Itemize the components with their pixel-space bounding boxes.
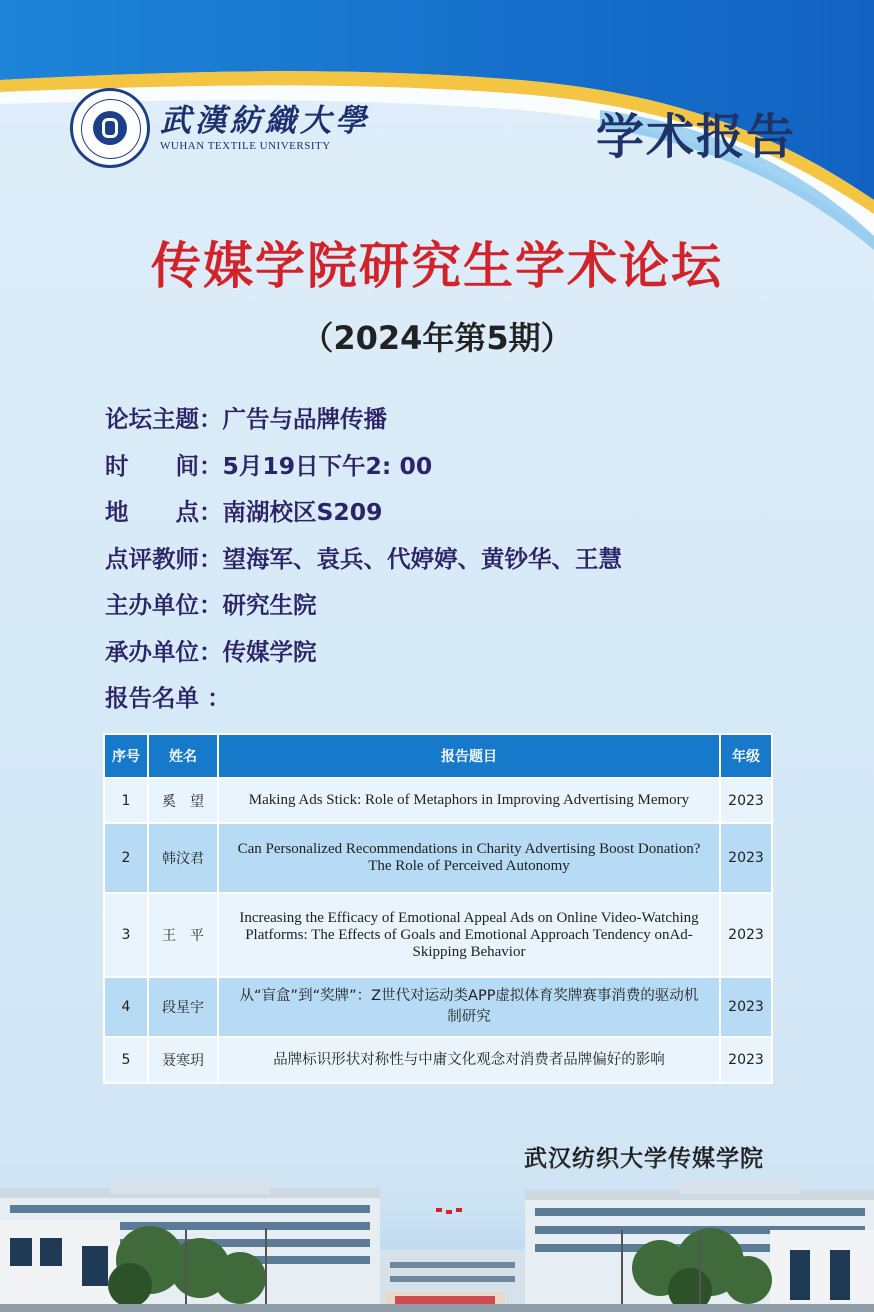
cell-grade: 2023 (720, 893, 772, 977)
university-seal-icon (70, 88, 150, 168)
info-row-organizer (105, 627, 622, 674)
cell-title: Increasing the Efficacy of Emotional Appeal Ads on Online Video-Watching Platforms: The Effects of Goals and Emotional Approach Tendency onAd-Skipping Behavior (218, 893, 720, 977)
info-row-topic (105, 394, 622, 441)
table-row (104, 778, 772, 823)
cell-no: 3 (104, 893, 148, 977)
university-name-en: WUHAN TEXTILE UNIVERSITY (160, 140, 331, 152)
info-value: 5月19日下午2: 00 (222, 451, 433, 480)
info-value: 研究生院 (222, 591, 317, 620)
cell-grade: 2023 (720, 977, 772, 1037)
cell-no: 1 (104, 778, 148, 823)
cell-title: 品牌标识形状对称性与中庸文化观念对消费者品牌偏好的影响 (218, 1037, 720, 1083)
cell-grade: 2023 (720, 823, 772, 893)
table-row (104, 1037, 772, 1083)
table-row (104, 823, 772, 893)
cell-no: 2 (104, 823, 148, 893)
column-header-name: 姓名 (148, 734, 218, 778)
column-header-title: 报告题目 (218, 734, 720, 778)
table-header-row (104, 734, 772, 778)
report-table (103, 733, 773, 1084)
cell-name: 段星宇 (148, 977, 218, 1037)
cell-grade: 2023 (720, 1037, 772, 1083)
cell-name: 奚 望 (148, 778, 218, 823)
info-value: 南湖校区S209 (222, 498, 383, 527)
info-row-reviewers (105, 534, 622, 581)
campus-scene (0, 1150, 874, 1312)
table-row (104, 893, 772, 977)
forum-title: 传媒学院研究生学术论坛 (151, 237, 723, 295)
info-label: 承办单位： (105, 637, 223, 666)
issue-number: （2024年第5期） (301, 319, 573, 357)
column-header-grade: 年级 (720, 734, 772, 778)
report-tag: 学术报告 (595, 109, 796, 165)
info-label: 主办单位： (105, 591, 223, 620)
cell-no: 5 (104, 1037, 148, 1083)
info-label: 论坛主题： (105, 405, 223, 434)
info-value: 传媒学院 (222, 637, 317, 666)
cell-no: 4 (104, 977, 148, 1037)
table-row (104, 977, 772, 1037)
cell-title: 从“盲盒”到“奖牌”：Z世代对运动类APP虚拟体育奖牌赛事消费的驱动机制研究 (218, 977, 720, 1037)
cell-name: 王 平 (148, 893, 218, 977)
report-table-wrapper (103, 733, 771, 1084)
cell-title: Making Ads Stick: Role of Metaphors in Improving Advertising Memory (218, 778, 720, 823)
cell-name: 聂寒玥 (148, 1037, 218, 1083)
info-row-report-list (105, 673, 622, 720)
info-value: 广告与品牌传播 (222, 405, 387, 434)
university-name-cn: 武漢紡織大學 (160, 103, 370, 139)
column-header-no: 序号 (104, 734, 148, 778)
info-label: 点评教师： (105, 544, 223, 573)
cell-grade: 2023 (720, 778, 772, 823)
info-row-location (105, 487, 622, 534)
forum-info (105, 394, 622, 720)
info-value: 望海军、袁兵、代婷婷、黄钞华、王慧 (222, 544, 622, 573)
info-row-host (105, 580, 622, 627)
cell-title: Can Personalized Recommendations in Charity Advertising Boost Donation? The Role of Perceived Autonomy (218, 823, 720, 893)
info-label: 地 点： (105, 498, 223, 527)
cell-name: 韩汶君 (148, 823, 218, 893)
info-label: 报告名单 ： (105, 684, 231, 713)
university-logo (70, 88, 370, 168)
info-row-time (105, 441, 622, 488)
info-label: 时 间： (105, 451, 223, 480)
